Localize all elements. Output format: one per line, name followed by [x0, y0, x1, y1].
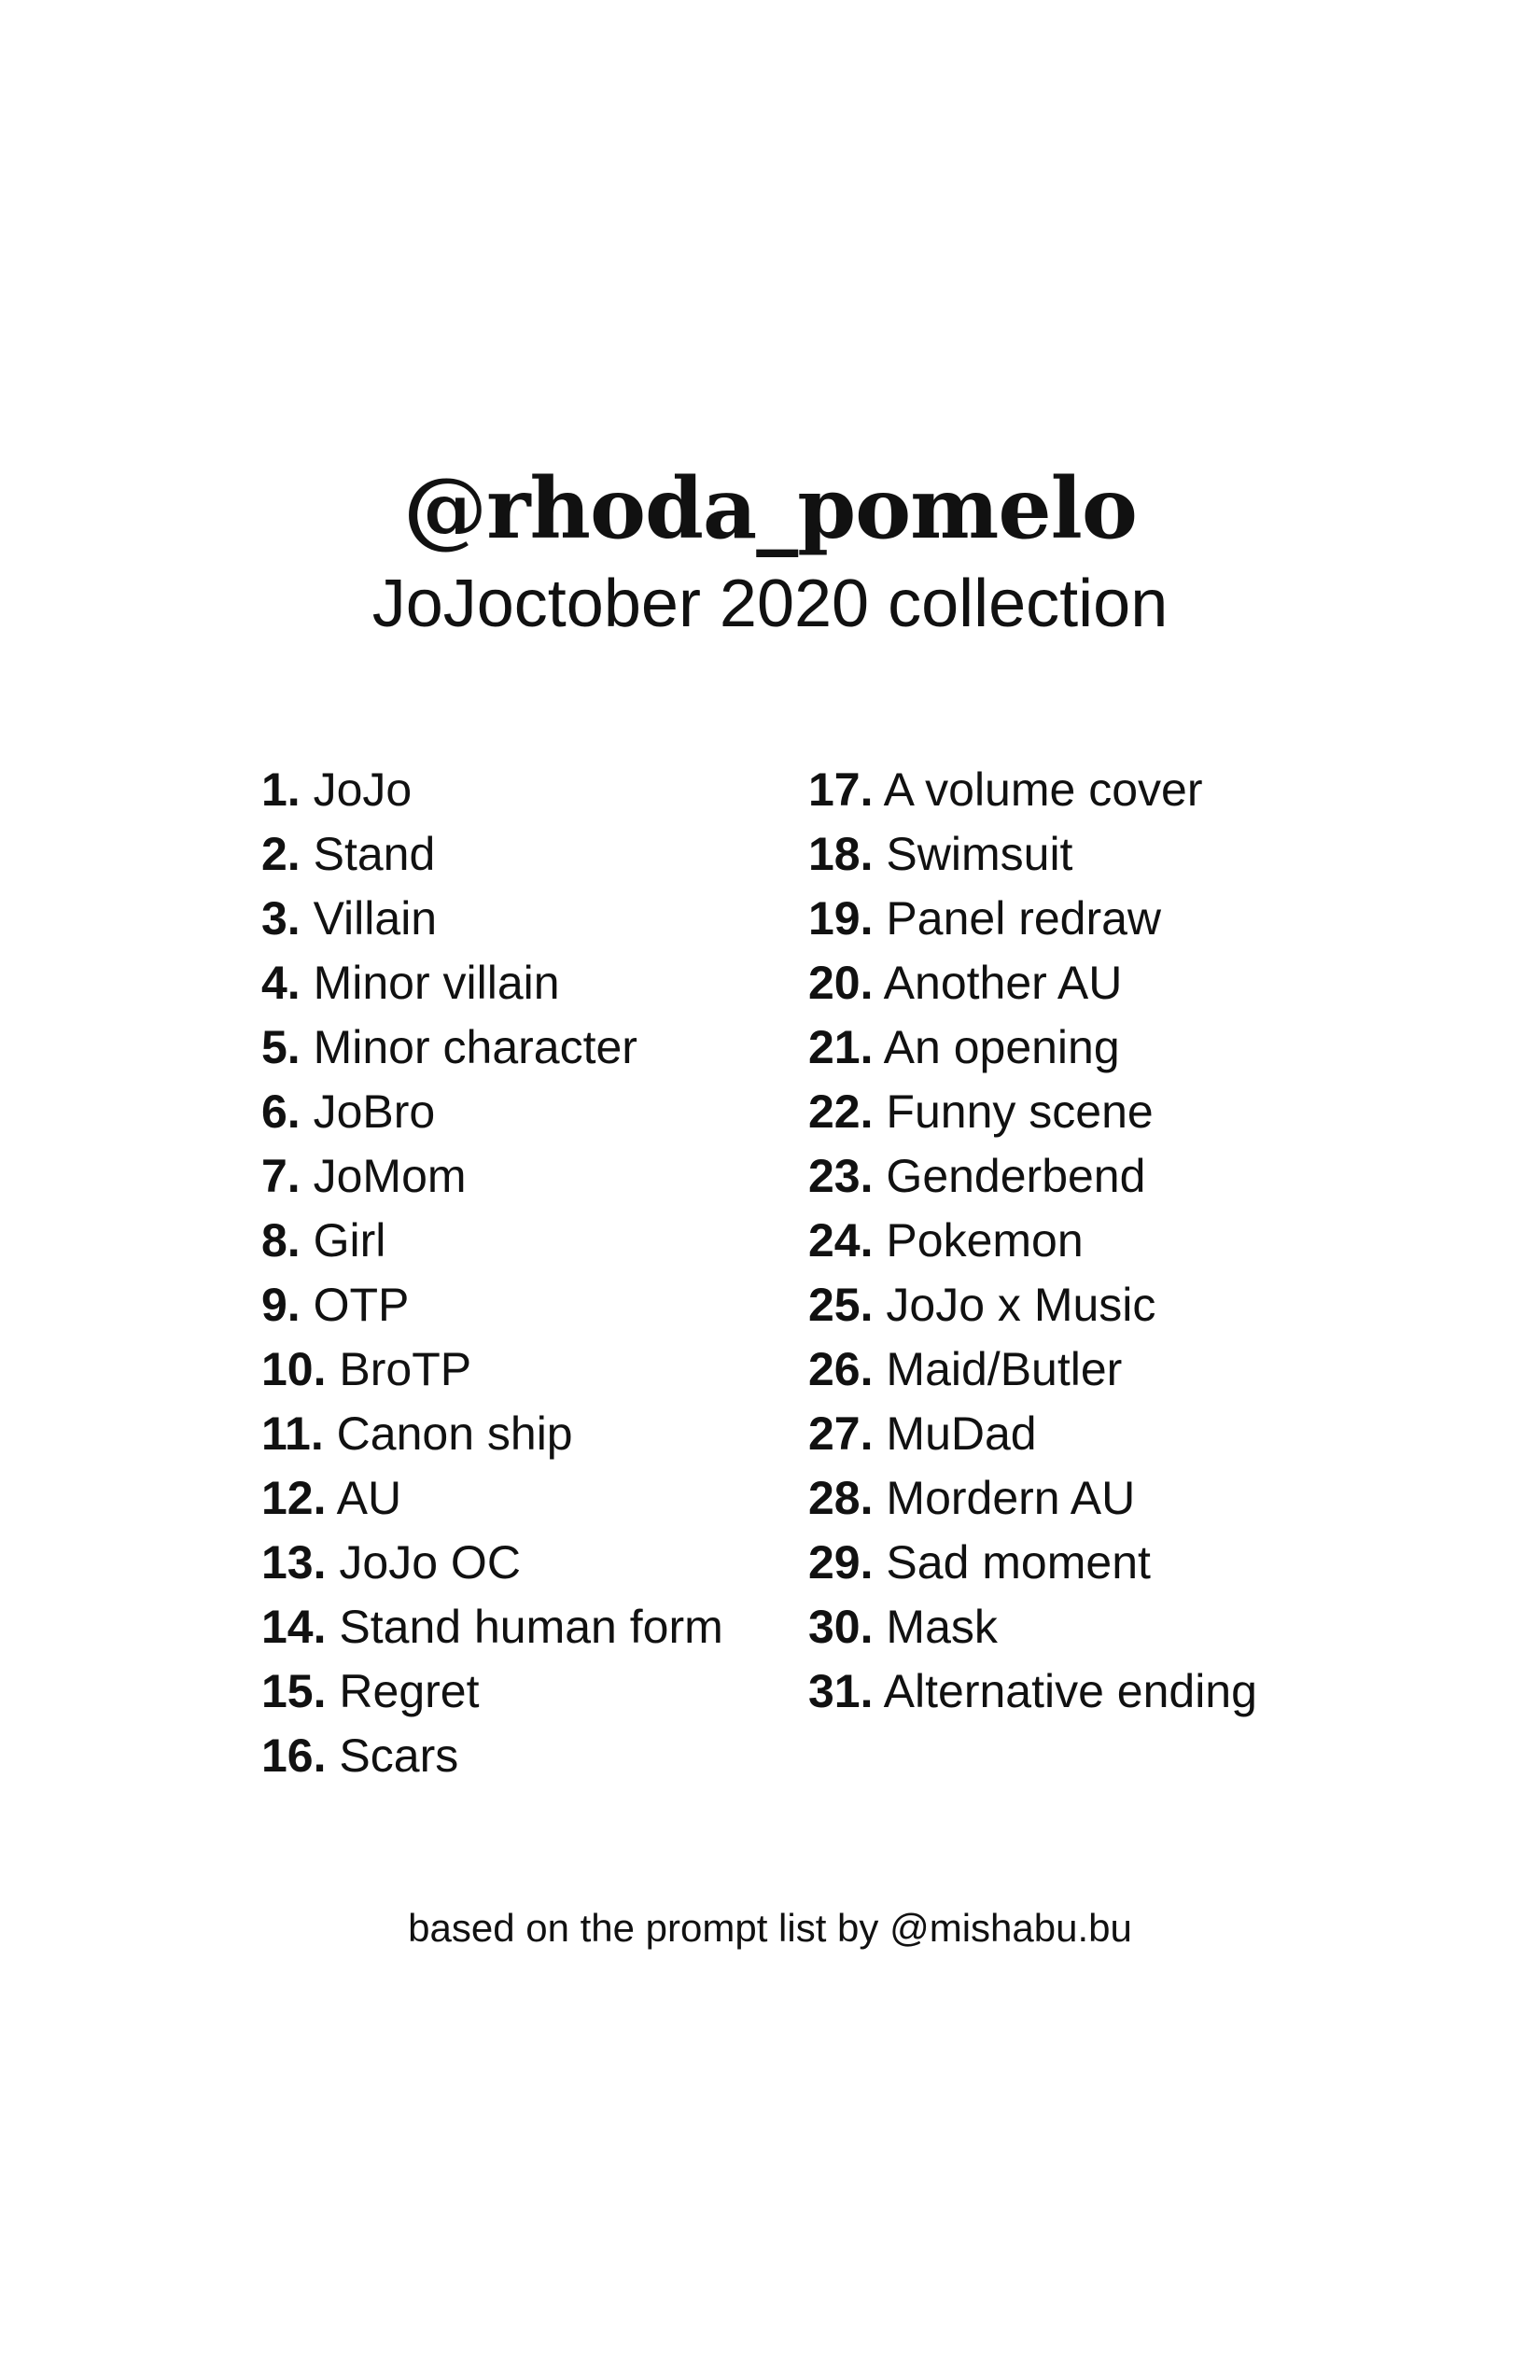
list-item: [808, 1144, 1257, 1209]
list-item: [808, 1402, 1257, 1466]
item-number: 28.: [808, 1472, 874, 1524]
list-item: [808, 822, 1257, 887]
list-item: [808, 1080, 1257, 1144]
item-label: JoJo: [313, 763, 413, 816]
item-label: Villain: [313, 892, 438, 945]
list-item: [808, 1466, 1257, 1531]
list-item: [808, 1015, 1257, 1080]
list-item: [808, 887, 1257, 951]
list-item: [261, 758, 723, 822]
credit-footer: based on the prompt list by @mishabu.bu: [408, 1906, 1132, 1950]
item-number: 20.: [808, 957, 874, 1009]
item-label: JoBro: [313, 1085, 436, 1138]
page-title: @rhoda_pomelo: [403, 459, 1137, 558]
item-label: BroTP: [339, 1343, 472, 1395]
item-number: 11.: [261, 1407, 324, 1460]
list-item: [808, 1209, 1257, 1273]
list-item: [261, 1402, 723, 1466]
item-number: 29.: [808, 1536, 874, 1589]
list-item: [261, 1724, 723, 1788]
item-label: JoJo OC: [339, 1536, 521, 1589]
item-label: JoMom: [313, 1150, 467, 1202]
item-label: Swimsuit: [886, 828, 1073, 880]
prompt-list-left: [261, 758, 723, 1788]
item-label: Minor villain: [313, 957, 560, 1009]
list-item: [808, 1273, 1257, 1337]
list-item: [261, 1531, 723, 1595]
list-item: [261, 1144, 723, 1209]
item-number: 10.: [261, 1343, 327, 1395]
list-item: [261, 1015, 723, 1080]
list-item: [808, 758, 1257, 822]
item-number: 21.: [808, 1021, 874, 1073]
item-label: Alternative ending: [883, 1665, 1257, 1717]
item-number: 26.: [808, 1343, 874, 1395]
item-label: Mask: [886, 1601, 998, 1653]
item-label: MuDad: [886, 1407, 1037, 1460]
item-number: 31.: [808, 1665, 874, 1717]
item-label: OTP: [313, 1279, 410, 1331]
item-label: Funny scene: [886, 1085, 1154, 1138]
item-label: Scars: [339, 1729, 459, 1782]
item-label: Regret: [339, 1665, 480, 1717]
list-item: [261, 1080, 723, 1144]
item-number: 25.: [808, 1279, 874, 1331]
item-number: 13.: [261, 1536, 327, 1589]
item-number: 24.: [808, 1214, 874, 1267]
item-label: JoJo x Music: [886, 1279, 1156, 1331]
item-number: 1.: [261, 763, 301, 816]
item-number: 9.: [261, 1279, 301, 1331]
list-item: [261, 1337, 723, 1402]
item-number: 18.: [808, 828, 874, 880]
item-number: 17.: [808, 763, 874, 816]
item-number: 15.: [261, 1665, 327, 1717]
item-label: Minor character: [313, 1021, 637, 1073]
item-number: 12.: [261, 1472, 327, 1524]
item-number: 23.: [808, 1150, 874, 1202]
list-item: [261, 1466, 723, 1531]
list-item: [808, 951, 1257, 1015]
item-number: 22.: [808, 1085, 874, 1138]
list-item: [261, 1209, 723, 1273]
item-label: Mordern AU: [886, 1472, 1136, 1524]
list-item: [261, 1273, 723, 1337]
list-item: [261, 1595, 723, 1659]
item-number: 2.: [261, 828, 301, 880]
item-label: A volume cover: [883, 763, 1203, 816]
item-label: AU: [336, 1472, 402, 1524]
item-label: Pokemon: [886, 1214, 1084, 1267]
prompt-list-right: [808, 758, 1257, 1724]
item-label: Maid/Butler: [886, 1343, 1123, 1395]
list-item: [808, 1531, 1257, 1595]
list-item: [261, 887, 723, 951]
item-number: 4.: [261, 957, 301, 1009]
list-item: [261, 951, 723, 1015]
item-label: Another AU: [883, 957, 1123, 1009]
item-number: 8.: [261, 1214, 301, 1267]
item-number: 5.: [261, 1021, 301, 1073]
item-label: Genderbend: [886, 1150, 1146, 1202]
item-label: An opening: [883, 1021, 1120, 1073]
item-label: Stand: [313, 828, 436, 880]
item-number: 30.: [808, 1601, 874, 1653]
list-item: [808, 1659, 1257, 1724]
list-item: [808, 1337, 1257, 1402]
item-label: Panel redraw: [886, 892, 1162, 945]
page-subtitle: JoJoctober 2020 collection: [371, 567, 1169, 641]
item-number: 19.: [808, 892, 874, 945]
item-label: Canon ship: [336, 1407, 573, 1460]
item-number: 7.: [261, 1150, 301, 1202]
item-number: 3.: [261, 892, 301, 945]
item-number: 27.: [808, 1407, 874, 1460]
list-item: [808, 1595, 1257, 1659]
item-label: Sad moment: [886, 1536, 1151, 1589]
item-number: 14.: [261, 1601, 327, 1653]
item-number: 16.: [261, 1729, 327, 1782]
item-label: Girl: [313, 1214, 386, 1267]
list-item: [261, 1659, 723, 1724]
item-label: Stand human form: [339, 1601, 723, 1653]
list-item: [261, 822, 723, 887]
item-number: 6.: [261, 1085, 301, 1138]
